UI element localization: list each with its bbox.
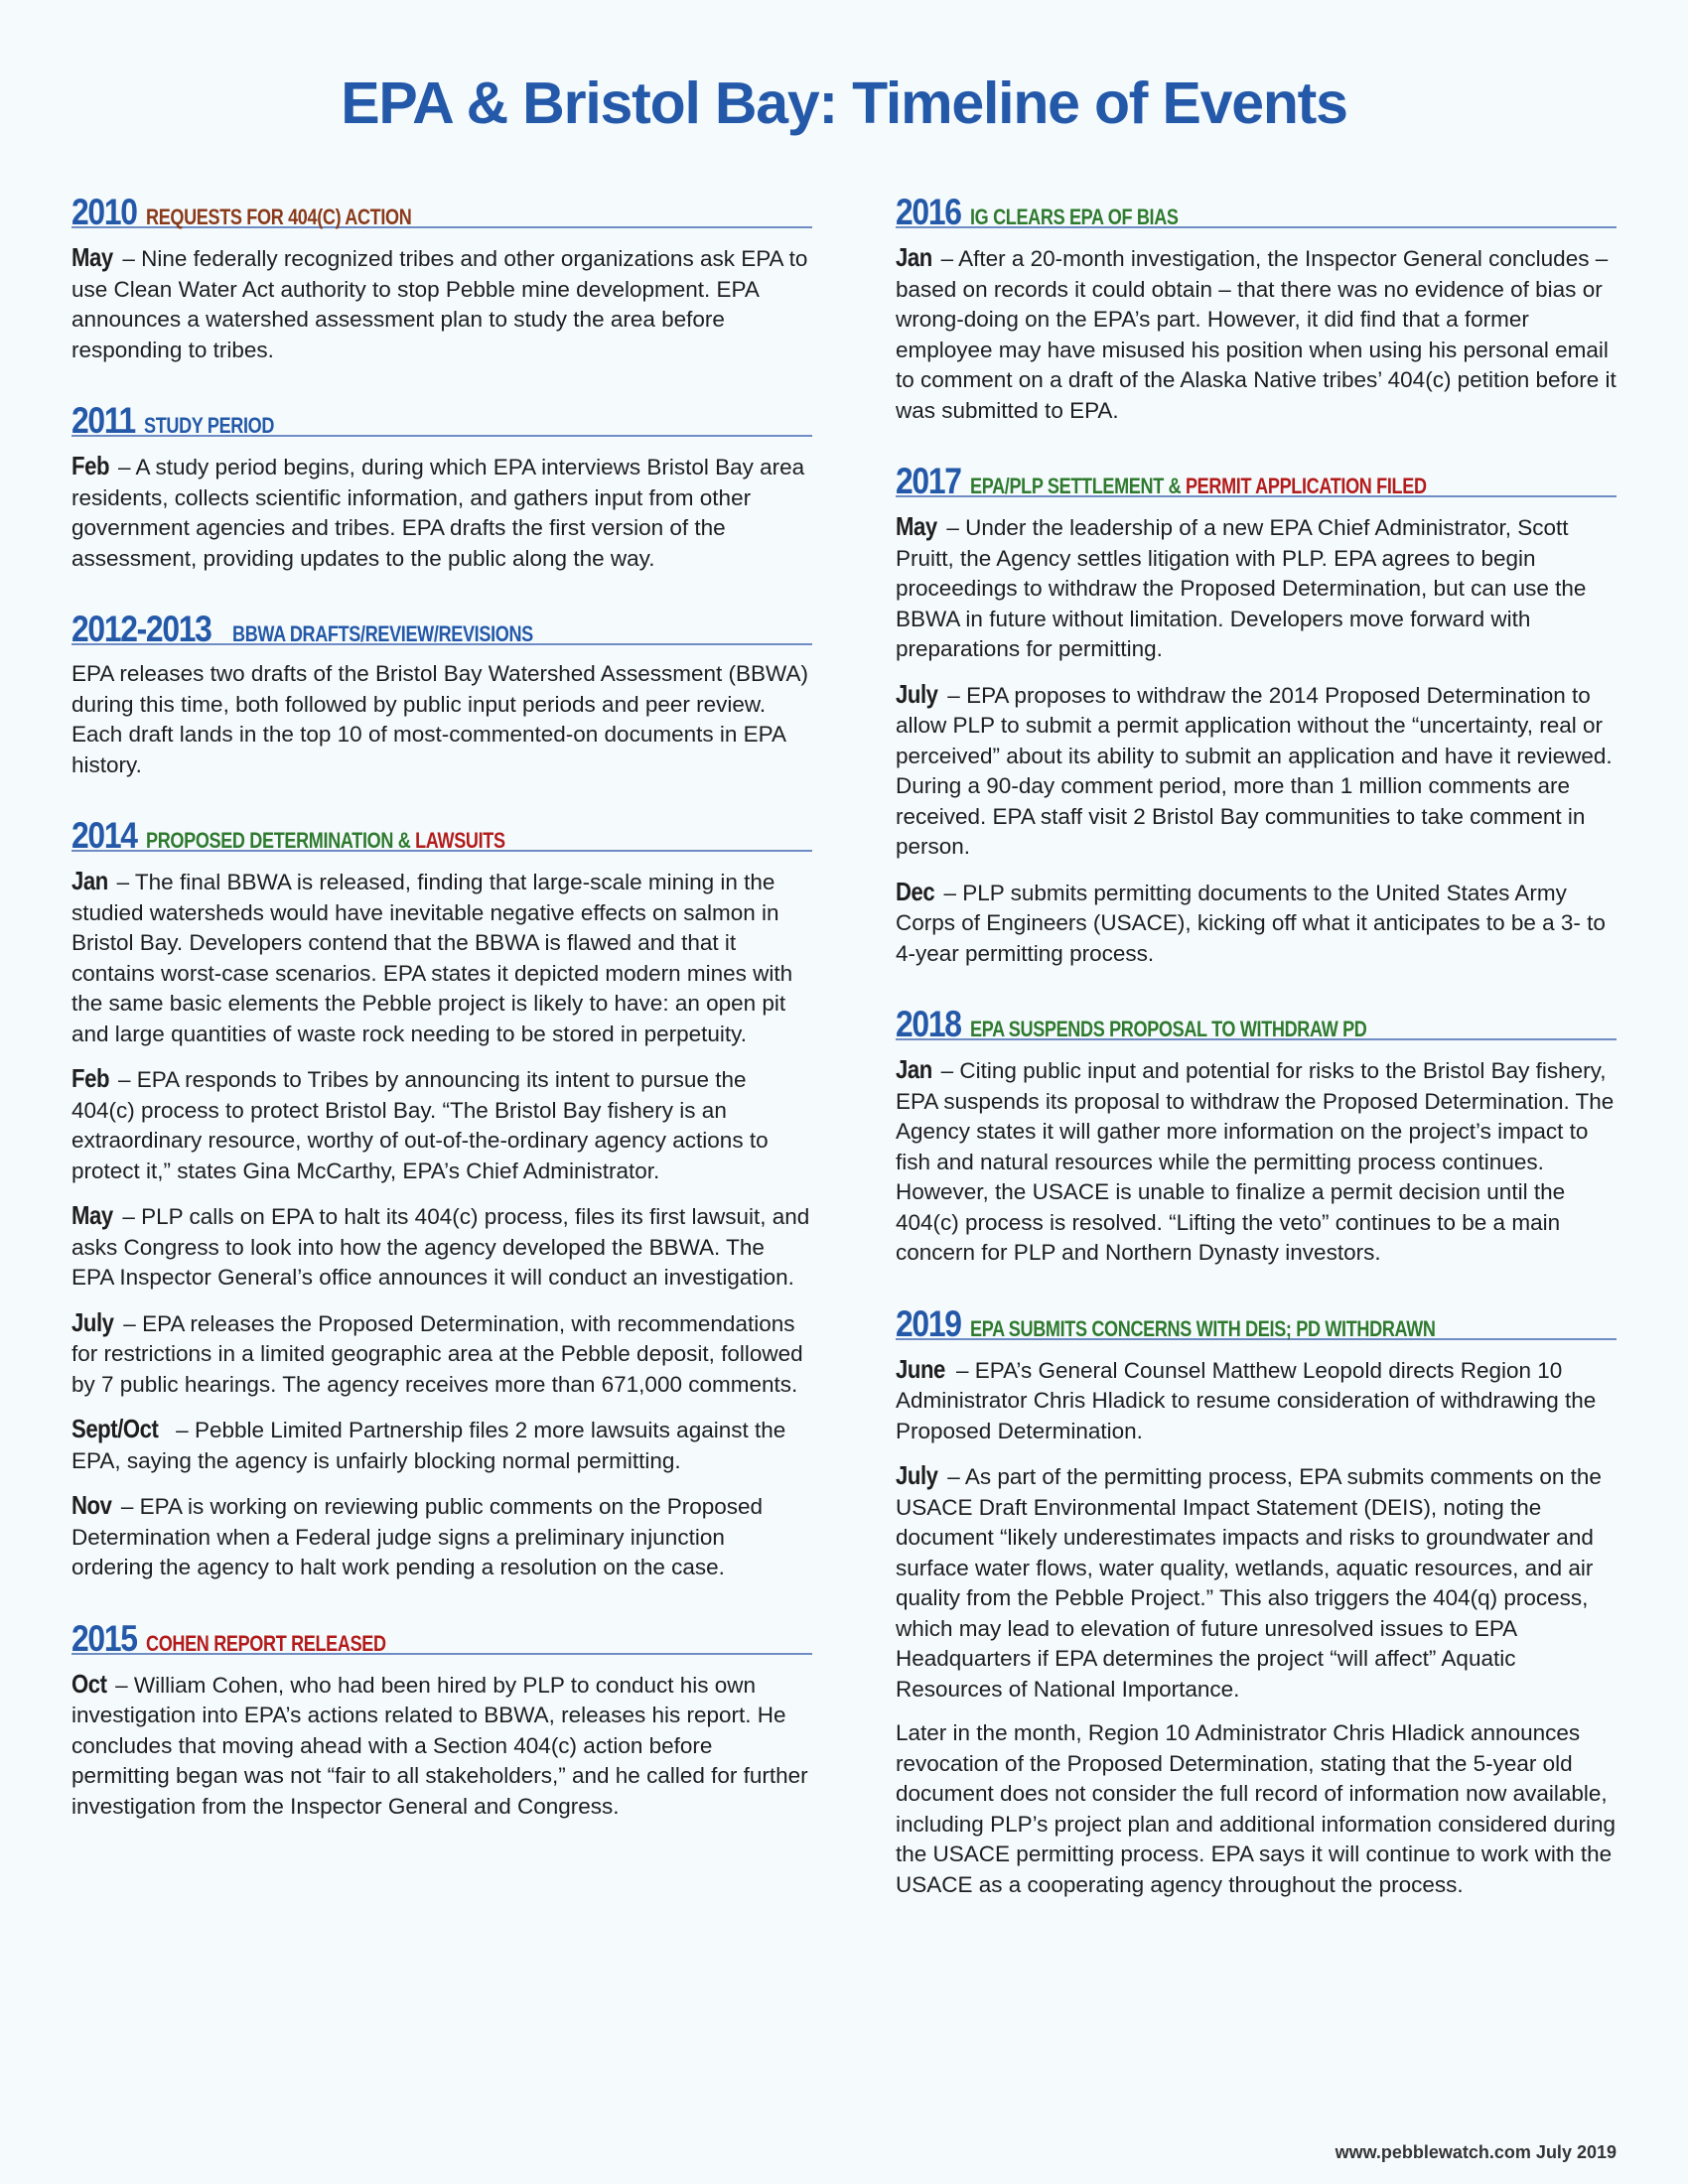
section-title (146, 819, 505, 863)
section-year: 2015 (71, 1617, 137, 1659)
section-title-part: PERMIT APPLICATION FILED (1185, 474, 1427, 498)
section-title-part: PROPOSED DETERMINATION & (145, 828, 415, 853)
section-title-part: STUDY PERIOD (143, 413, 274, 438)
entry-month: Nov (71, 1490, 112, 1520)
timeline-section (71, 814, 812, 1583)
entry-separator: – (117, 1310, 143, 1336)
timeline-entry (896, 242, 1617, 426)
entry-text: A study period begins, during which EPA interviews Bristol Bay area residents, collects scientific information, and gathers input from other government agencies and tribes. EPA drafts the first version of the assessment, providing updates to the public along the way. (71, 455, 805, 571)
entry-text: PLP calls on EPA to halt its 404(c) process, files its first lawsuit, and asks Congress to look into how the agency developed the BBWA. The EPA Inspector General’s office announces it will conduct an investigation. (71, 1204, 810, 1290)
entry-text: EPA responds to Tribes by announcing its intent to pursue the 404(c) process to protect Bristol Bay. “The Bristol Bay fishery is an extraordinary resource, worthy of out-of-the-ordinary agency actions to protect it,” states Gina McCarthy, EPA’s Chief Administrator. (71, 1067, 769, 1183)
section-title (144, 404, 274, 448)
timeline-entry (896, 1354, 1617, 1447)
entry-separator: – (108, 1672, 134, 1698)
timeline-section (896, 1302, 1617, 1901)
section-title-part: EPA/PLP SETTLEMENT & (969, 474, 1186, 498)
entry-separator: – (934, 246, 959, 271)
entry-text: After a 20-month investigation, the Inspector General concludes – based on records it could obtain – that there was no evidence of bias or wrong-doing on the EPA’s part. However, it did find that a former employee may have misused his position when using his personal email to comment on a draft of the Alaska Native tribes’ 404(c) petition before it was submitted to EPA. (896, 246, 1617, 423)
section-title (970, 196, 1179, 239)
entry-month: June (896, 1353, 945, 1384)
section-heading (71, 608, 812, 649)
entry-paragraph (71, 451, 812, 574)
page-title: EPA & Bristol Bay: Timeline of Events (341, 70, 1347, 136)
entry-separator: – (111, 1067, 137, 1092)
right-column (896, 191, 1617, 1934)
timeline-entry (896, 1054, 1617, 1269)
section-title-part: REQUESTS FOR 404(C) ACTION (145, 205, 412, 229)
entry-text: PLP submits permitting documents to the United States Army Corps of Engineers (USACE), kicking off what it anticipates to be a 3- to 4-year permitting process. (896, 880, 1606, 966)
entry-separator: – (111, 455, 136, 479)
footer-credit: www.pebblewatch.com July 2019 (1335, 2142, 1617, 2162)
section-heading (896, 460, 1617, 501)
entry-paragraph (896, 242, 1617, 426)
entry-month: May (71, 1200, 113, 1230)
section-title-part: EPA SUSPENDS PROPOSAL TO WITHDRAW PD (969, 1017, 1367, 1041)
entry-month: Oct (71, 1668, 107, 1699)
section-title (146, 196, 411, 239)
entry-text: Nine federally recognized tribes and other organizations ask EPA to use Clean Water Act authority to stop Pebble mine development. EPA announces a watershed assessment plan to study the area before responding to tribes. (71, 246, 808, 362)
entry-separator: – (114, 1494, 140, 1519)
entry-paragraph (71, 659, 812, 780)
timeline-section (71, 399, 812, 574)
timeline-section (71, 608, 812, 780)
timeline-entry (71, 451, 812, 574)
timeline-section (71, 191, 812, 365)
section-heading (896, 191, 1617, 232)
timeline-entry (71, 1669, 812, 1823)
section-year: 2010 (71, 192, 137, 232)
entry-paragraph (896, 679, 1617, 863)
timeline-entry (71, 1414, 812, 1476)
entry-text: EPA releases the Proposed Determination, with recommendations for restrictions in a limited geographic area at the Pebble deposit, followed by 7 public hearings. The agency receives more than 671,000 comments. (71, 1310, 803, 1397)
entry-separator: – (941, 682, 967, 708)
entry-month: Sept/Oct (71, 1414, 159, 1443)
entry-paragraph (896, 1460, 1617, 1705)
timeline-section (896, 1003, 1617, 1269)
entry-paragraph (71, 866, 812, 1049)
entry-text: Under the leadership of a new EPA Chief Administrator, Scott Pruitt, the Agency settles litigation with PLP. EPA agrees to begin proceedings to withdraw the Proposed Determination, but can use the BBWA in future without limitation. Developers move forward with preparations for permitting. (896, 515, 1587, 661)
entry-separator: – (940, 515, 966, 540)
timeline-entry (896, 1718, 1617, 1900)
entry-text: EPA proposes to withdraw the 2014 Proposed Determination to allow PLP to submit a permit application without the “uncertainty, real or perceived” about its ability to submit an application and have it reviewed. During a 90-day comment period, more than 1 million comments are received. EPA staff visit 2 Bristol Bay communities to take comment in person. (896, 682, 1613, 859)
entry-paragraph (896, 877, 1617, 970)
entry-paragraph (896, 511, 1617, 665)
entry-month: Jan (896, 242, 932, 272)
section-year: 2011 (71, 400, 135, 441)
entry-text: As part of the permitting process, EPA submits comments on the USACE Draft Environmental Impact Statement (DEIS), noting the document “likely underestimates impacts and risks to groundwater and surface water flows, water quality, wetlands, aquatic resources, and air quality from the Pebble Project.” This also triggers the 404(q) process, which may lead to elevation of future unresolved issues to EPA Headquarters if EPA determines the project “will affect” Aquatic Resources of National Importance. (896, 1464, 1602, 1702)
section-heading (71, 399, 812, 441)
entry-paragraph (71, 1307, 812, 1401)
entry-separator: – (169, 1418, 195, 1442)
section-title-part: LAWSUITS (414, 828, 505, 853)
section-title (146, 1622, 386, 1666)
entry-paragraph (896, 1354, 1617, 1447)
timeline-entry (71, 866, 812, 1049)
section-heading (71, 814, 812, 856)
section-title (232, 613, 533, 656)
entry-paragraph (71, 1490, 812, 1583)
entry-text: Pebble Limited Partnership files 2 more lawsuits against the EPA, saying the agency is unfairly blocking normal permitting. (71, 1418, 786, 1473)
entry-month: May (896, 511, 937, 541)
entry-text: William Cohen, who had been hired by PLP to conduct his own investigation into EPA’s actions related to BBWA, releases his report. He concludes that moving ahead with a Section 404(c) action before permitting began was not “fair to all stakeholders,” and he called for further investigation from the Inspector General and Congress. (71, 1672, 808, 1819)
section-title-part: IG CLEARS EPA OF BIAS (969, 205, 1179, 229)
section-heading (71, 191, 812, 232)
section-heading (896, 1003, 1617, 1044)
entry-month: Jan (896, 1054, 932, 1084)
entry-text: Citing public input and potential for risks to the Bristol Bay fishery, EPA suspends its proposal to withdraw the Proposed Determination. The Agency states it will gather more information on the project’s impact to fish and natural resources while the permitting process continues. However, the USACE is unable to finalize a permit decision until the 404(c) process is resolved. “Lifting the veto” continues to be a main concern for PLP and Northern Dynasty investors. (896, 1058, 1615, 1265)
section-year: 2019 (896, 1302, 961, 1344)
entry-month: May (71, 242, 113, 272)
entry-text: EPA’s General Counsel Matthew Leopold directs Region 10 Administrator Chris Hladick to resume consideration of withdrawing the Proposed Determination. (896, 1357, 1597, 1443)
section-year: 2017 (896, 461, 961, 501)
entry-separator: – (934, 1058, 960, 1083)
entry-month: Feb (71, 451, 110, 480)
entry-separator: – (110, 870, 135, 894)
timeline-entry (896, 877, 1617, 970)
entry-separator: – (937, 880, 963, 905)
section-title (970, 465, 1427, 508)
entry-separator: – (116, 1204, 142, 1229)
entry-month: July (896, 678, 938, 709)
timeline-section (71, 1617, 812, 1823)
entry-month: Feb (71, 1063, 110, 1093)
entry-text: EPA is working on reviewing public comments on the Proposed Determination when a Federal judge signs a preliminary injunction ordering the agency to halt work pending a resolution on the case. (71, 1494, 764, 1579)
entry-paragraph (896, 1718, 1617, 1900)
timeline-entry (71, 1063, 812, 1186)
entry-text: Later in the month, Region 10 Administrator Chris Hladick announces revocation of the Proposed Determination, stating that the 5-year old document does not consider the full record of information now available, including PLP’s project plan and additional information considered during the USACE permitting process. EPA says it will continue to work with the USACE as a cooperating agency throughout the process. (896, 1720, 1617, 1897)
section-heading (896, 1302, 1617, 1344)
entry-paragraph (71, 1414, 812, 1476)
entry-month: Dec (896, 876, 935, 906)
timeline-entry (71, 1200, 812, 1294)
section-year: 2018 (896, 1004, 961, 1044)
entry-paragraph (896, 1054, 1617, 1269)
timeline-entry (71, 1307, 812, 1401)
entry-separator: – (116, 246, 142, 271)
timeline-entry (896, 1460, 1617, 1705)
timeline-entry (896, 511, 1617, 665)
entry-paragraph (71, 242, 812, 365)
section-title-part: BBWA DRAFTS/REVIEW/REVISIONS (231, 621, 533, 646)
entry-paragraph (71, 1063, 812, 1186)
timeline-section (896, 460, 1617, 969)
section-title (970, 1008, 1366, 1051)
entry-separator: – (949, 1357, 975, 1383)
left-column (71, 191, 812, 1855)
section-year: 2012-2013 (71, 609, 211, 649)
entry-month: July (71, 1306, 114, 1337)
section-year: 2014 (71, 815, 137, 856)
timeline-entry (71, 659, 812, 780)
entry-text: EPA releases two drafts of the Bristol Bay Watershed Assessment (BBWA) during this time, both followed by public input periods and peer review. Each draft lands in the top 10 of most-commented-on documents in EPA history. (71, 661, 808, 777)
timeline-entry (71, 1490, 812, 1583)
entry-month: Jan (71, 866, 108, 895)
timeline-entry (71, 242, 812, 365)
entry-paragraph (71, 1669, 812, 1823)
timeline-section (896, 191, 1617, 426)
section-title-part: COHEN REPORT RELEASED (145, 1630, 386, 1656)
section-title (970, 1307, 1436, 1351)
entry-paragraph (71, 1200, 812, 1294)
section-title-part: EPA SUBMITS CONCERNS WITH DEIS; PD WITHDRAWN (969, 1315, 1436, 1341)
entry-text: The final BBWA is released, finding that large-scale mining in the studied watersheds would have inevitable negative effects on salmon in Bristol Bay. Developers contend that the BBWA is flawed and that it contains worst-case scenarios. EPA states it depicted modern mines with the same basic elements the Pebble project is likely to have: an open pit and large quantities of waste rock needing to be stored in perpetuity. (71, 870, 793, 1046)
timeline-entry (896, 679, 1617, 863)
section-heading (71, 1617, 812, 1659)
section-year: 2016 (896, 192, 961, 232)
entry-separator: – (941, 1464, 965, 1489)
entry-month: July (896, 1460, 938, 1490)
